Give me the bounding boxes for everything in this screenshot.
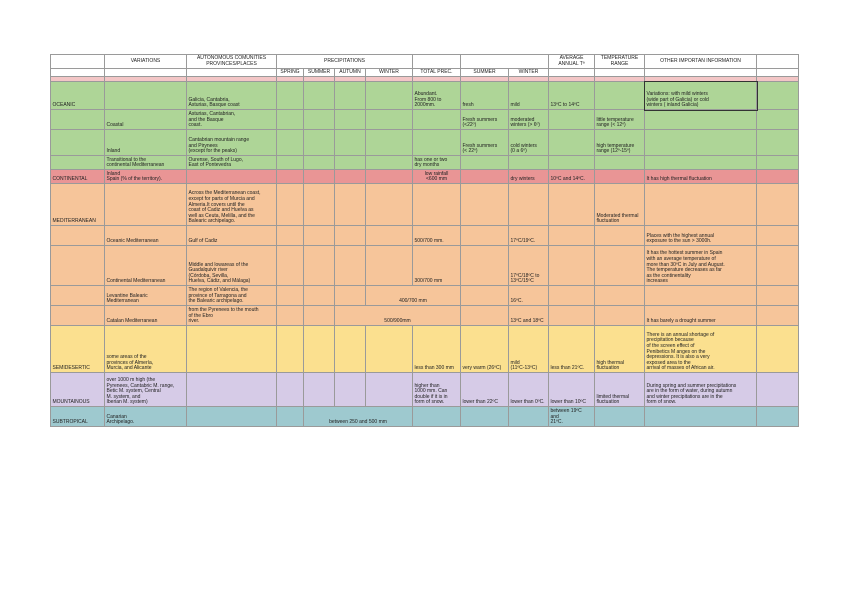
other-information-cell: There is an annual shortage of precipitation because of the screen effect of Penibetics M anges on the depressions. It is also a very exposed area to the arrival of masses of African air. — [645, 326, 757, 373]
winter-cell: mild — [509, 82, 549, 110]
other-information-cell: It has barely a drought summer — [645, 306, 757, 326]
summer-cell: Fresh summers (< 22º) — [461, 130, 509, 156]
winter-cell: 13ºC and 18ºC — [509, 306, 549, 326]
climate-name: SEMIDESERTIC — [51, 326, 105, 373]
table-row-oceanic-mediterranean — [51, 226, 799, 246]
other-information-cell: Places with the highest annual exposure to the sun > 3000h. — [645, 226, 757, 246]
summer-cell: very warm (26ºC) — [461, 326, 509, 373]
other-information-cell: During spring and summer precipitations are in the form of water, during autumn and winter precipitations are in the form of snow. — [645, 373, 757, 407]
places-cell: Asturias, Cantabrian, and the Basque coast. — [187, 110, 277, 130]
winter-cell: cold winters (0 a 6º) — [509, 130, 549, 156]
header-total-precipitation: TOTAL PREC. — [413, 69, 461, 77]
places-cell: Across the Mediterranean coast, except for parts of Murcia and Almeria.It covers until the coast of Cadiz and Huelva as well as Ceuta, Melilla, and the Balearic archipelago. — [187, 184, 277, 226]
precipitation-cell: between 250 and 500 mm — [304, 407, 413, 427]
total-precipitation-cell: 400/700 mm — [366, 286, 461, 306]
summer-cell: lower than 22ºC — [461, 373, 509, 407]
variation-cell: Canarian Archipelago. — [105, 407, 187, 427]
variation-cell: Transitional to the continental Mediterranean — [105, 156, 187, 170]
table-row-subtropical — [51, 407, 799, 427]
table-row-continental — [51, 170, 799, 184]
table-row-coastal — [51, 110, 799, 130]
table-row-continental-mediterranean — [51, 246, 799, 286]
places-cell: The region of Valencia, the province of Tarragona and the Balearic archipelago. — [187, 286, 277, 306]
other-information-cell: It has the hottest summer in Spain with an average temperature of more than 30ºC in July and August. The temperature decreases as far as the continentality increases — [645, 246, 757, 286]
subheader-row — [51, 69, 799, 77]
other-information-cell: Variations: with mild winters (wide part of Galicia) or cold winters ( inland Galicia) — [645, 82, 757, 110]
table-row-oceanic — [51, 82, 799, 110]
places-cell: Gulf of Cadiz — [187, 226, 277, 246]
winter-cell: moderated winters (> 6º) — [509, 110, 549, 130]
variation-cell: some areas of the provinces of Almería, Murcia, and Alicante — [105, 326, 187, 373]
variation-cell: Continental Mediterranean — [105, 246, 187, 286]
header-other-information: OTHER IMPORTAN INFORMATION — [645, 55, 757, 69]
places-cell: Middle and lowareas of the Guadalquivir river (Córdoba, Sevilla, Huelva, Cádiz, and Málaga) — [187, 246, 277, 286]
climate-name: MEDITERRANEAN — [51, 184, 105, 226]
header-average-annual-temperature: AVERAGE ANNUAL Tª — [549, 55, 595, 69]
temperature-range-cell: high thermal fluctuation — [595, 326, 645, 373]
winter-cell: 17ºC/19ºC. — [509, 226, 549, 246]
header-temperature-summer: SUMMER — [461, 69, 509, 77]
climate-name: SUBTROPICAL — [51, 407, 105, 427]
climate-name: CONTINENTAL — [51, 170, 105, 184]
header-cell-blank — [757, 55, 799, 69]
places-cell: Ourense, South of Lugo, East of Pontevedra — [187, 156, 277, 170]
temperature-range-cell: Moderated thermal fluctuation — [595, 184, 645, 226]
table-row-mountainous — [51, 373, 799, 407]
temperature-range-cell: high temperature range (12º-15º) — [595, 130, 645, 156]
table-row-catalan — [51, 306, 799, 326]
average-temperature-cell: lower than 10ºC — [549, 373, 595, 407]
variation-cell: Oceanic Mediterranean — [105, 226, 187, 246]
summer-cell: fresh — [461, 82, 509, 110]
climate-name: MOUNTAINOUS — [51, 373, 105, 407]
other-information-cell: It has high thermal fluctuation — [645, 170, 757, 184]
header-spring: SPRING — [277, 69, 304, 77]
header-cell-blank — [413, 55, 461, 69]
temperature-range-cell: little temperature range (< 12º) — [595, 110, 645, 130]
total-precipitation-cell: less than 300 mm — [413, 326, 461, 373]
places-cell: Galicia, Cantabria, Asturias, Basque coast — [187, 82, 277, 110]
table-row-inland — [51, 130, 799, 156]
winter-cell: mild (11ºC-13ºC) — [509, 326, 549, 373]
temperature-range-cell: limited thermal fluctuation — [595, 373, 645, 407]
average-temperature-cell: less than 21ºC. — [549, 326, 595, 373]
table-row-semidesertic — [51, 326, 799, 373]
header-temperature-range: TEMPERATURE RANGE — [595, 55, 645, 69]
winter-cell: 16ºC. — [509, 286, 549, 306]
climate-table — [50, 54, 799, 427]
table-row-levantine — [51, 286, 799, 306]
header-temperature-winter: WINTER — [509, 69, 549, 77]
header-temperature — [461, 55, 549, 69]
variation-cell: Inland — [105, 130, 187, 156]
climate-name: OCEANIC — [51, 82, 105, 110]
total-precipitation-cell: 300/700 mm — [413, 246, 461, 286]
variation-cell: over 1000 m high (the Pyrenees, Cantabric M. range, Betic M. system, Central M. system, and Iberian M. system) — [105, 373, 187, 407]
header-autumn: AUTUMN — [335, 69, 366, 77]
table-row-transitional — [51, 156, 799, 170]
summer-cell: Fresh summers (<22º) — [461, 110, 509, 130]
average-temperature-cell: 13ºC to 14ºC — [549, 82, 595, 110]
total-precipitation-cell: has one or two dry months — [413, 156, 461, 170]
header-row — [51, 55, 799, 69]
total-precipitation-cell: 500/700 mm. — [413, 226, 461, 246]
total-precipitation-cell: higher than 1000 mm. Can double if it is in form of snow. — [413, 373, 461, 407]
variation-cell: Catalan Mediterranean — [105, 306, 187, 326]
header-cell-blank — [51, 55, 105, 69]
header-summer: SUMMER — [304, 69, 335, 77]
variation-cell: Coastal — [105, 110, 187, 130]
total-precipitation-cell: 500/900mm — [335, 306, 461, 326]
winter-cell: dry winters — [509, 170, 549, 184]
table-row-mediterranean — [51, 184, 799, 226]
total-precipitation-cell: Abundant. From 800 to 2000mm. — [413, 82, 461, 110]
average-temperature-cell: 10ºC and 14ºC. — [549, 170, 595, 184]
variation-cell: Inland Spain (% of the territory). — [105, 170, 187, 184]
winter-cell: 17ºC/18ºC to 13ºC/15ºC — [509, 246, 549, 286]
total-precipitation-cell: low rainfall <600 mm — [413, 170, 461, 184]
winter-cell: lower than 0ºC. — [509, 373, 549, 407]
variation-cell: Levantine Balearic Mediterranean — [105, 286, 187, 306]
places-cell: from the Pyrenees to the mouth of the Ebro river. — [187, 306, 277, 326]
header-precipitations: PRECIPITATIONS — [277, 55, 413, 69]
header-autonomous-communities: AUTONOMOUS COMUNITIES PROVINCES/PLACES — [187, 55, 277, 69]
header-winter: WINTER — [366, 69, 413, 77]
average-temperature-cell: between 19ºC and 21ºC. — [549, 407, 595, 427]
places-cell: Cantabrian mountain range and Pirynees (except for the peaks) — [187, 130, 277, 156]
header-variations: VARIATIONS — [105, 55, 187, 69]
